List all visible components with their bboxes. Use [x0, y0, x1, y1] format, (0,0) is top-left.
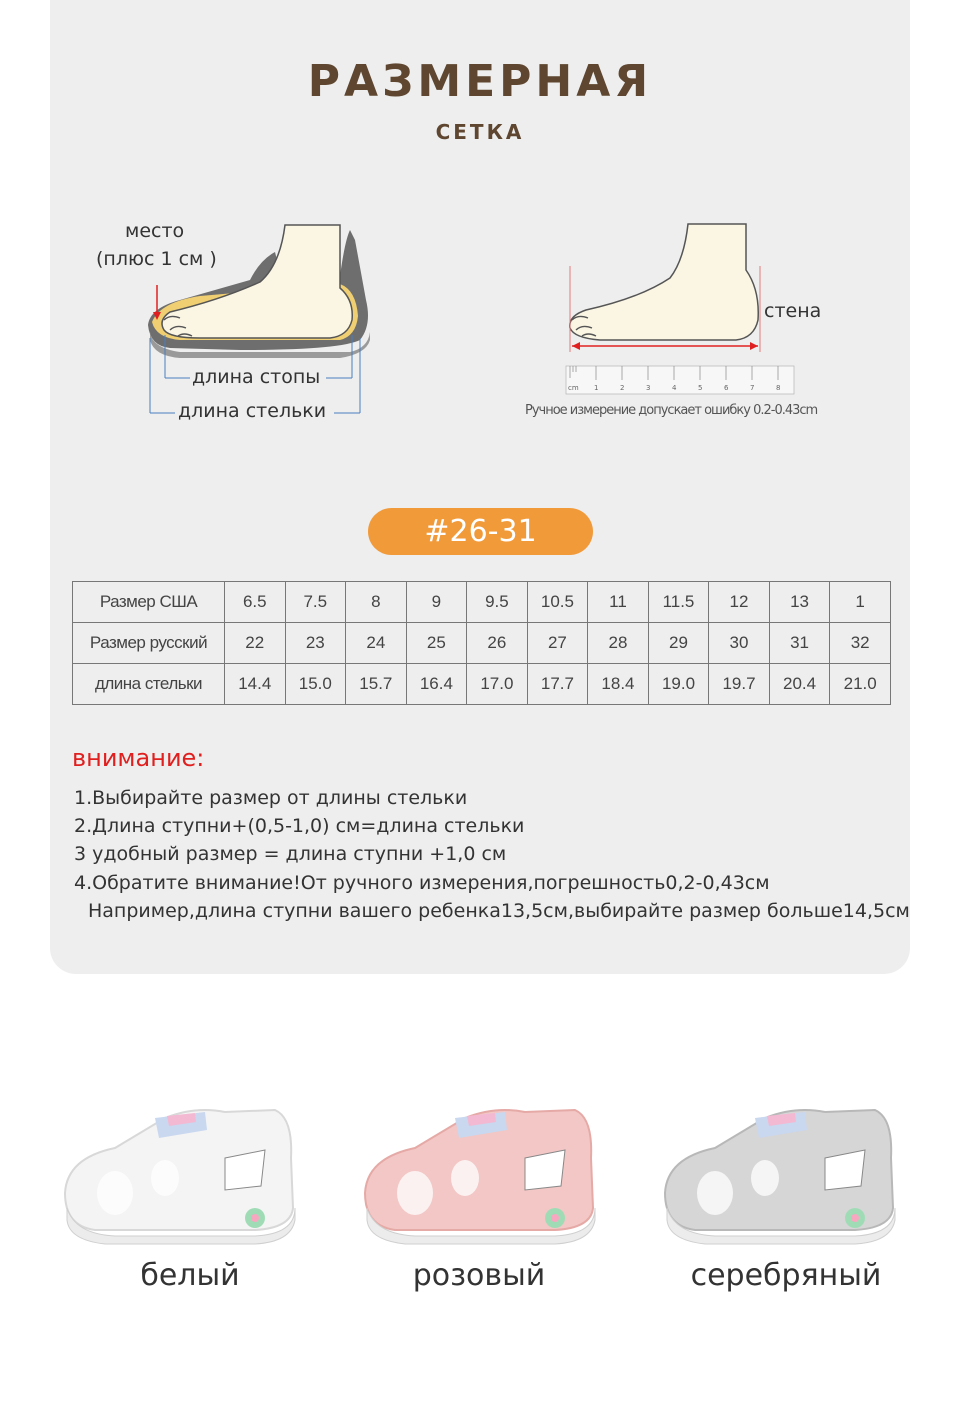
- color-label: белый: [140, 1258, 240, 1293]
- size-range-badge: #26-31: [368, 508, 593, 555]
- sandal-image: [655, 1098, 905, 1248]
- table-cell: 7.5: [285, 582, 346, 623]
- table-cell: 16.4: [406, 664, 467, 705]
- table-cell: 10.5: [527, 582, 588, 623]
- ruler-tick: 3: [646, 384, 651, 392]
- table-row: [73, 623, 891, 664]
- table-cell: 32: [830, 623, 891, 664]
- table-row: [73, 664, 891, 705]
- table-cell: 23: [285, 623, 346, 664]
- table-cell: 13: [769, 582, 830, 623]
- table-cell: 24: [346, 623, 407, 664]
- table-cell: 22: [225, 623, 286, 664]
- table-cell: 20.4: [769, 664, 830, 705]
- table-cell: 18.4: [588, 664, 649, 705]
- ruler-tick: 1: [594, 384, 599, 392]
- size-table: [72, 581, 891, 705]
- table-cell: 1: [830, 582, 891, 623]
- space-label-2: (плюс 1 см ): [96, 248, 217, 270]
- table-cell: 17.0: [467, 664, 528, 705]
- space-label-1: место: [125, 220, 185, 242]
- table-cell: 21.0: [830, 664, 891, 705]
- ruler-unit: cm: [568, 384, 579, 392]
- table-cell: 12: [709, 582, 770, 623]
- attention-title: внимание:: [72, 744, 205, 772]
- table-cell: 14.4: [225, 664, 286, 705]
- sandal-image: [55, 1098, 305, 1248]
- ruler-tick: 8: [776, 384, 781, 392]
- note-line: 4.Обратите внимание!От ручного измерения,погрешность0,2-0,43см: [74, 871, 770, 894]
- table-cell: 11.5: [648, 582, 709, 623]
- wall-label: стена: [764, 300, 822, 322]
- table-cell: 25: [406, 623, 467, 664]
- note-line: Например,длина ступни вашего ребенка13,5см,выбирайте размер больше14,5см: [88, 899, 910, 922]
- table-cell: 26: [467, 623, 528, 664]
- table-cell: 19.7: [709, 664, 770, 705]
- page-title: РАЗМЕРНАЯ: [307, 56, 653, 107]
- table-cell: 19.0: [648, 664, 709, 705]
- table-cell: 8: [346, 582, 407, 623]
- measurement-note: Ручное измерение допускает ошибку 0.2-0.43cm: [525, 403, 818, 418]
- ruler-tick: 2: [620, 384, 625, 392]
- page-subtitle: СЕТКА: [435, 120, 525, 144]
- row-header: длина стельки: [73, 664, 225, 705]
- table-cell: 11: [588, 582, 649, 623]
- table-cell: 9.5: [467, 582, 528, 623]
- ruler-tick: 7: [750, 384, 755, 392]
- table-cell: 27: [527, 623, 588, 664]
- table-cell: 31: [769, 623, 830, 664]
- row-header: Размер русский: [73, 623, 225, 664]
- table-row: [73, 582, 891, 623]
- note-line: 2.Длина ступни+(0,5-1,0) см=длина стельки: [74, 815, 525, 838]
- ruler-tick: 5: [698, 384, 703, 392]
- table-cell: 17.7: [527, 664, 588, 705]
- attention-notes: [74, 784, 910, 925]
- ruler-tick: 4: [672, 384, 677, 392]
- table-cell: 15.7: [346, 664, 407, 705]
- table-cell: 6.5: [225, 582, 286, 623]
- table-cell: 30: [709, 623, 770, 664]
- sandal-image: [355, 1098, 605, 1248]
- note-line: 3 удобный размер = длина ступни +1,0 см: [74, 843, 507, 866]
- insole-length-label: длина стельки: [178, 400, 327, 422]
- table-cell: 15.0: [285, 664, 346, 705]
- foot-length-label: длина стопы: [192, 366, 321, 388]
- table-cell: 28: [588, 623, 649, 664]
- table-cell: 9: [406, 582, 467, 623]
- ruler-tick: 6: [724, 384, 729, 392]
- color-label: розовый: [412, 1258, 546, 1293]
- table-cell: 29: [648, 623, 709, 664]
- color-label: серебряный: [690, 1258, 882, 1293]
- note-line: 1.Выбирайте размер от длины стельки: [74, 787, 468, 809]
- row-header: Размер США: [73, 582, 225, 623]
